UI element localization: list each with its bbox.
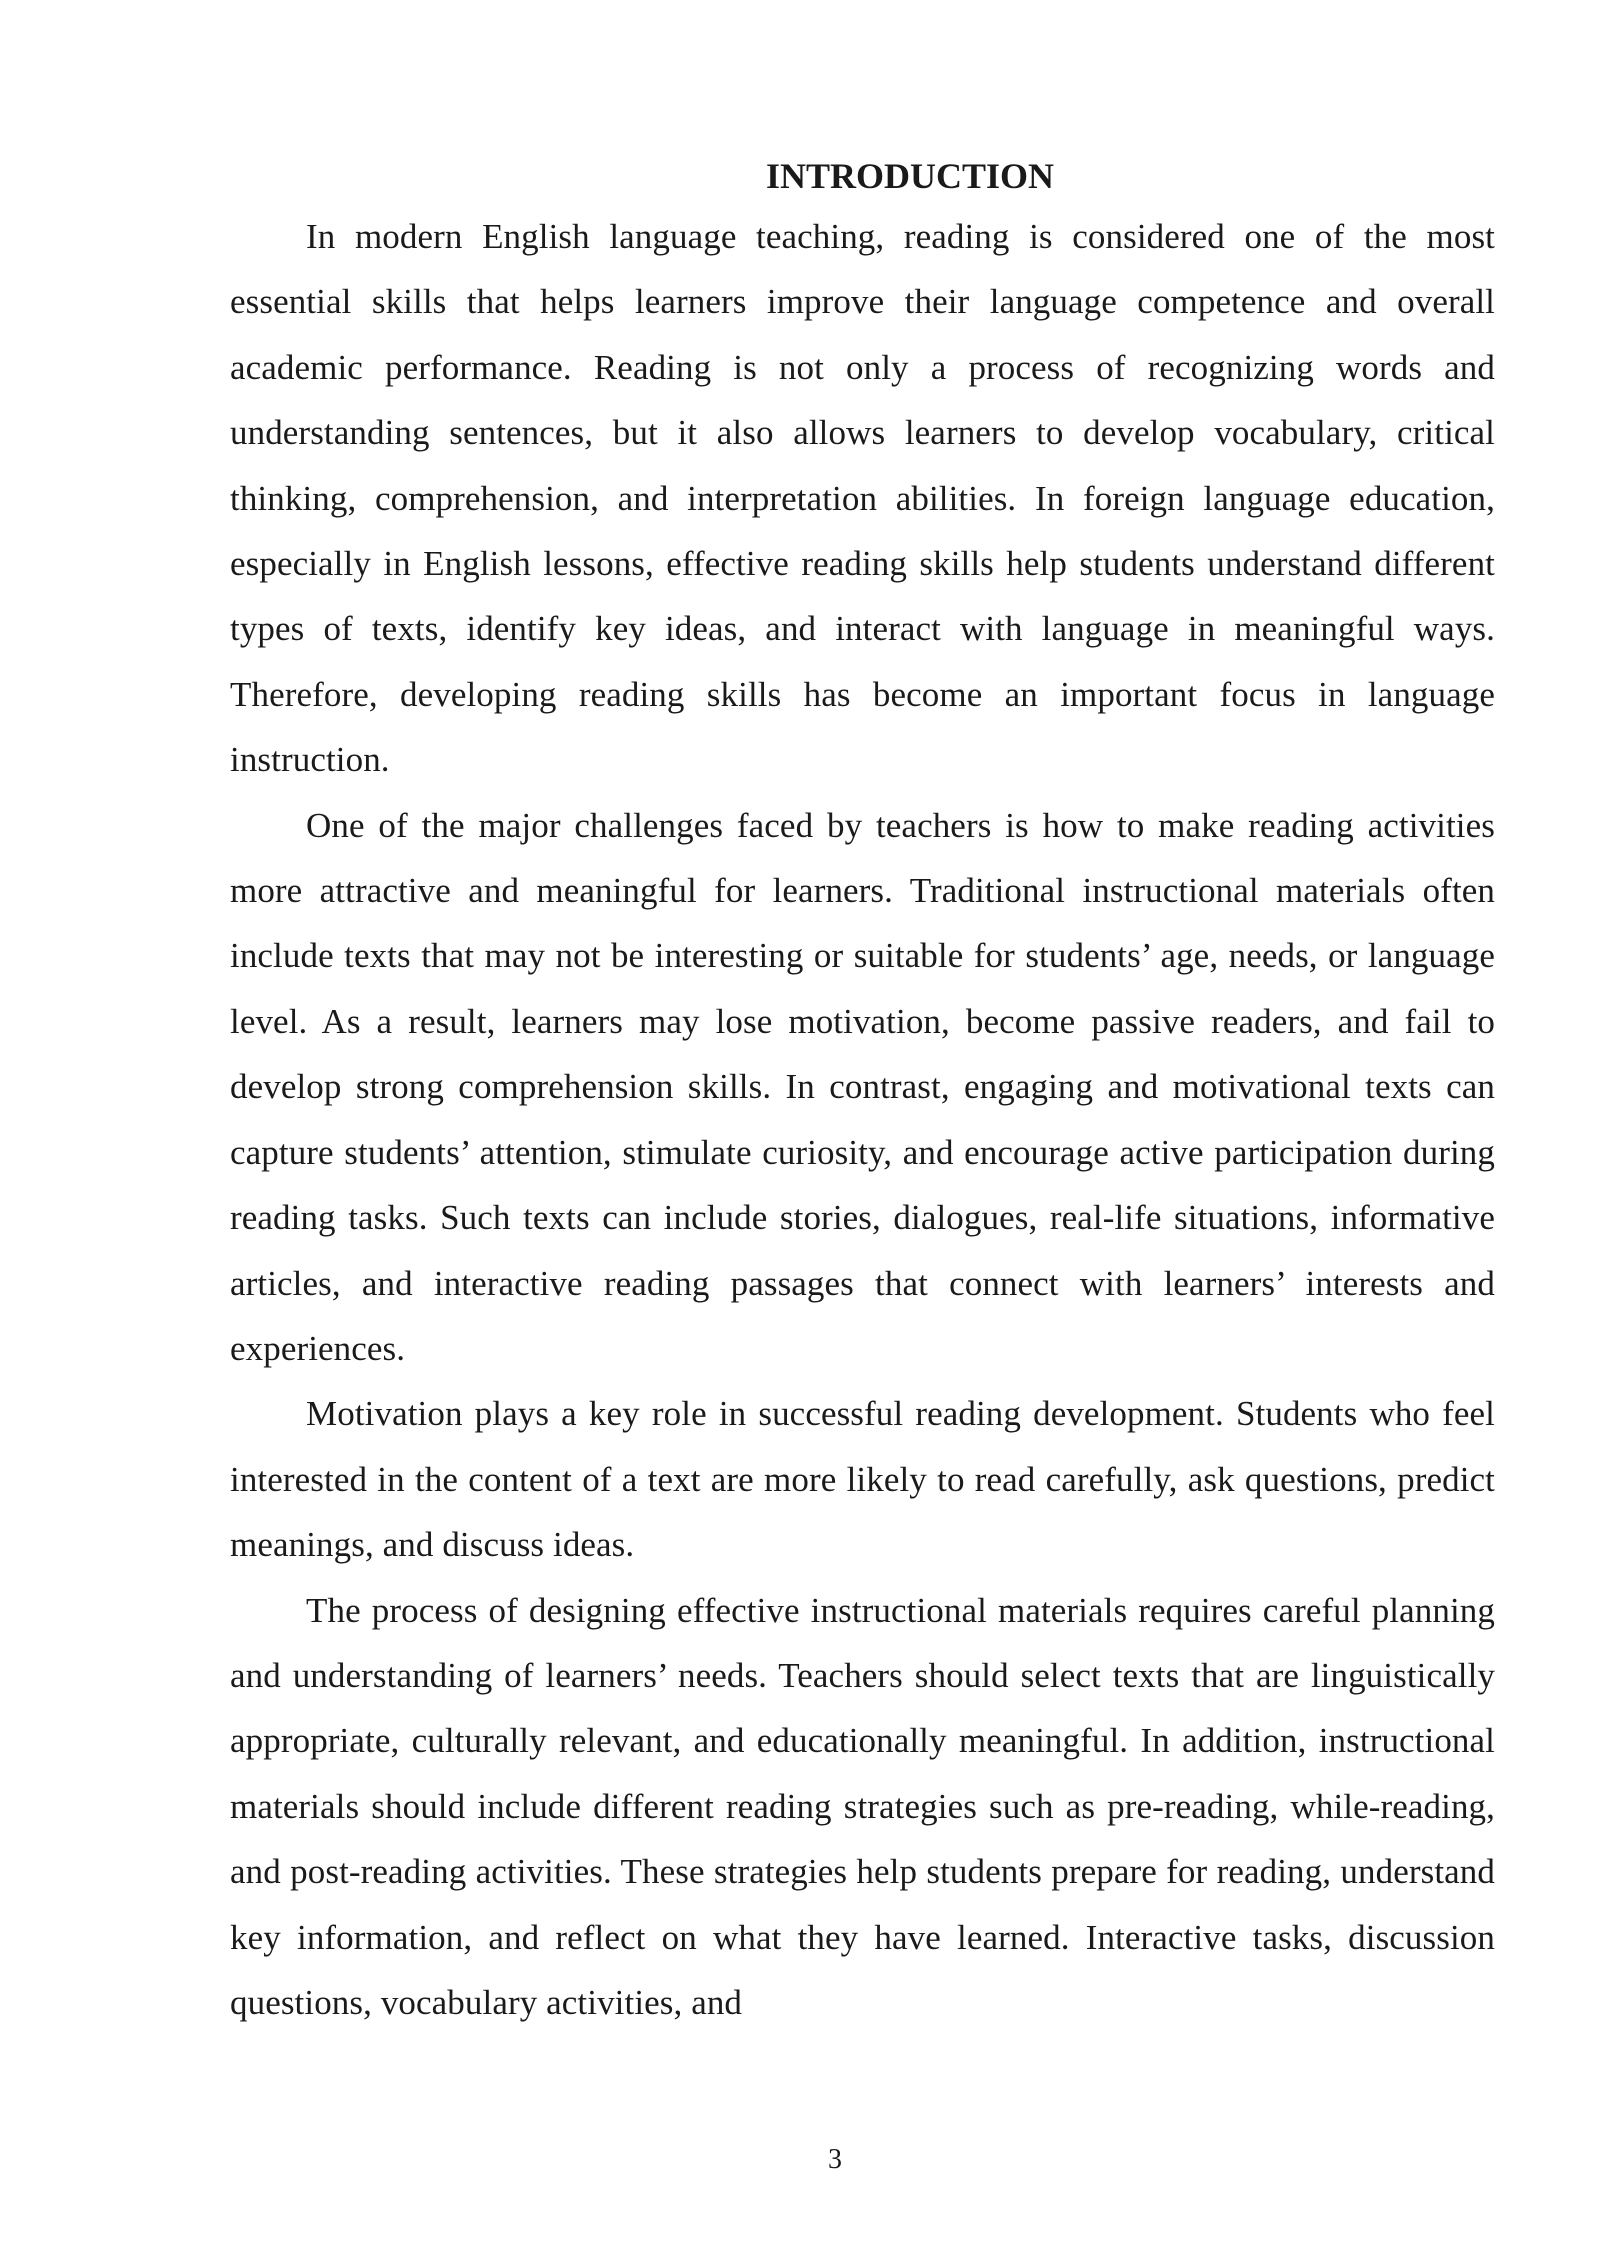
section-heading: INTRODUCTION: [765, 156, 1055, 196]
page-body: [230, 148, 1495, 2035]
paragraph-motivation: Motivation plays a key role in successful reading development. Students who feel interested in the content of a text are more likely to read carefully, ask questions, predict meanings, and discuss ideas.: [230, 1394, 1495, 1565]
paragraph-reading-skills: In modern English language teaching, reading is considered one of the most essential skills that helps learners improve their language competence and overall academic performance. Reading is not only a process of recognizing words and understanding sentences, but it also allows learners to develop vocabulary, critical thinking, comprehension, and interpretation abilities. In foreign language education, especially in English lessons, effective reading skills help students understand different types of texts, identify key ideas, and interact with language in meaningful ways. Therefore, developing reading skills has become an important focus in language instruction.: [230, 217, 1495, 780]
paragraph-material-design: The process of designing effective instructional materials requires careful planning and understanding of learners’ needs. Teachers should select texts that are linguistically appropriate, culturally relevant, and educationally meaningful. In addition, instructional materials should include different reading strategies such as pre-reading, while-reading, and post-reading activities. These strategies help students prepare for reading, understand key information, and reflect on what they have learned. Interactive tasks, discussion questions, vocabulary activities, and: [230, 1590, 1495, 2022]
page-number: 3: [828, 2144, 842, 2175]
paragraph-challenges: One of the major challenges faced by teachers is how to make reading activities more attractive and meaningful for learners. Traditional instructional materials often include texts that may not be interesting or suitable for students’ age, needs, or language level. As a result, learners may lose motivation, become passive readers, and fail to develop strong comprehension skills. In contrast, engaging and motivational texts can capture students’ attention, stimulate curiosity, and encourage active participation during reading tasks. Such texts can include stories, dialogues, real-life situations, informative articles, and interactive reading passages that connect with learners’ interests and experiences.: [230, 805, 1495, 1368]
